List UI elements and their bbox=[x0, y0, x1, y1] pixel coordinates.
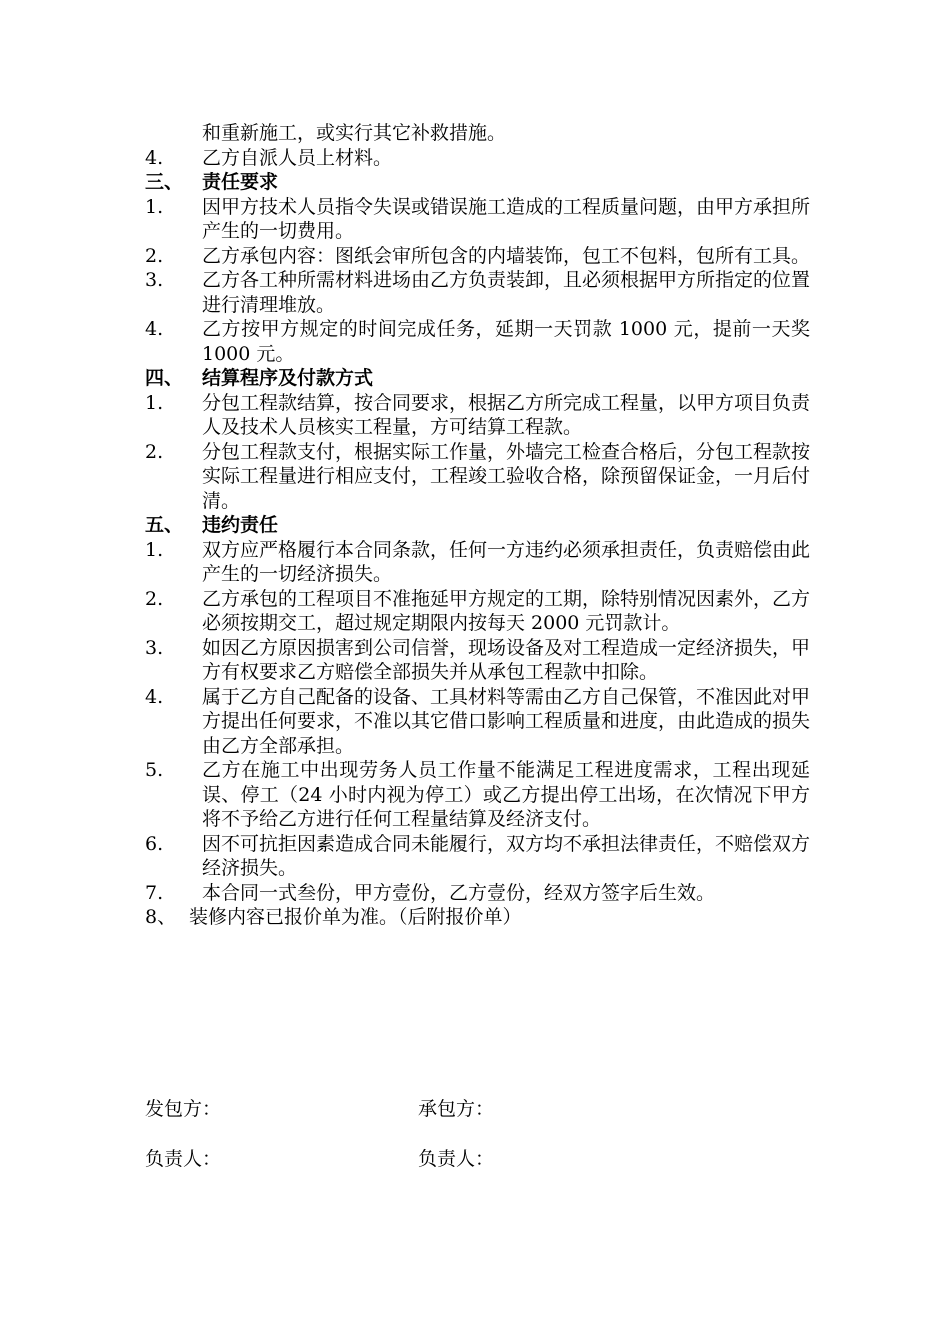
list-item bbox=[145, 636, 810, 685]
list-item bbox=[145, 317, 810, 366]
list-item bbox=[145, 685, 810, 759]
line-text: 和重新施工，或实行其它补救措施。 bbox=[202, 122, 507, 144]
list-item bbox=[145, 881, 810, 906]
item-number: 4. bbox=[145, 318, 164, 340]
list-item bbox=[145, 146, 810, 171]
item-text: 乙方承包的工程项目不准拖延甲方规定的工期，除特别情况因素外，乙方必须按期交工，超过规定期限内按每天 2000 元罚款计。 bbox=[202, 587, 811, 634]
list-item bbox=[145, 244, 810, 269]
item-number: 2. bbox=[145, 440, 164, 463]
item-text: 因甲方技术人员指令失误或错误施工造成的工程质量问题，由甲方承担所产生的一切费用。 bbox=[202, 195, 811, 242]
list-item bbox=[145, 758, 810, 832]
item-number: 2. bbox=[145, 587, 164, 610]
list-item bbox=[145, 905, 810, 930]
item-text: 乙方各工种所需材料进场由乙方负责装卸，且必须根据甲方所指定的位置进行清理堆放。 bbox=[202, 269, 811, 316]
item-number: 3. bbox=[145, 636, 164, 659]
item-text: 因不可抗拒因素造成合同未能履行，双方均不承担法律责任，不赔偿双方经济损失。 bbox=[202, 832, 811, 879]
contractor-label-right: 承包方： bbox=[418, 1098, 495, 1120]
section-heading-3 bbox=[145, 170, 810, 195]
item-text: 双方应严格履行本合同条款，任何一方违约必须承担责任，负责赔偿由此产生的一切经济损失。 bbox=[202, 538, 811, 585]
list-item bbox=[145, 832, 810, 881]
item-number: 3. bbox=[145, 269, 164, 291]
list-item bbox=[145, 440, 810, 514]
item-number: 4. bbox=[145, 146, 164, 169]
list-item bbox=[145, 195, 810, 244]
item-text: 本合同一式叁份，甲方壹份，乙方壹份，经双方签字后生效。 bbox=[202, 881, 716, 904]
list-item bbox=[145, 391, 810, 440]
contractor-label-left: 发包方： bbox=[145, 1098, 222, 1120]
item-number: 5. bbox=[145, 759, 164, 781]
item-number: 7. bbox=[145, 881, 164, 904]
section-title: 责任要求 bbox=[202, 171, 279, 193]
item-text: 乙方承包内容：图纸会审所包含的内墙装饰，包工不包料，包所有工具。 bbox=[202, 244, 811, 267]
section-title: 违约责任 bbox=[202, 514, 279, 536]
item-text: 乙方在施工中出现劳务人员工作量不能满足工程进度需求，工程出现延误、停工（24 小时内视为停工）或乙方提出停工出场，在次情况下甲方将不予给乙方进行任何工程量结算及经济支付。 bbox=[202, 759, 810, 830]
item-number: 1. bbox=[145, 391, 164, 414]
intro-continuation-line bbox=[145, 121, 810, 146]
leader-label-right: 负责人： bbox=[418, 1148, 495, 1170]
section-title: 结算程序及付款方式 bbox=[202, 367, 374, 389]
item-number: 1. bbox=[145, 538, 164, 561]
item-text: 装修内容已报价单为准。（后附报价单） bbox=[189, 906, 522, 928]
list-item bbox=[145, 538, 810, 587]
item-number: 6. bbox=[145, 832, 164, 855]
section-heading-5 bbox=[145, 513, 810, 538]
item-number: 8、 bbox=[145, 906, 177, 928]
contract-body bbox=[145, 121, 810, 930]
section-number: 五、 bbox=[145, 514, 184, 536]
section-number: 三、 bbox=[145, 171, 184, 193]
list-item bbox=[145, 587, 810, 636]
item-text: 如因乙方原因损害到公司信誉，现场设备及对工程造成一定经济损失，甲方有权要求乙方赔偿全部损失并从承包工程款中扣除。 bbox=[202, 636, 811, 683]
section-heading-4 bbox=[145, 366, 810, 391]
item-number: 4. bbox=[145, 685, 164, 708]
section-number: 四、 bbox=[145, 367, 184, 389]
list-item bbox=[145, 268, 810, 317]
leader-label-left: 负责人： bbox=[145, 1148, 222, 1170]
item-text: 乙方自派人员上材料。 bbox=[202, 146, 393, 169]
item-text: 属于乙方自己配备的设备、工具材料等需由乙方自己保管，不准因此对甲方提出任何要求，不准以其它借口影响工程质量和进度，由此造成的损失由乙方全部承担。 bbox=[202, 685, 811, 757]
item-text: 分包工程款支付，根据实际工作量，外墙完工检查合格后，分包工程款按实际工程量进行相应支付，工程竣工验收合格，除预留保证金，一月后付清。 bbox=[202, 440, 811, 512]
item-number: 1. bbox=[145, 195, 164, 218]
item-number: 2. bbox=[145, 244, 164, 267]
item-text: 分包工程款结算，按合同要求，根据乙方所完成工程量，以甲方项目负责人及技术人员核实工程量，方可结算工程款。 bbox=[202, 391, 811, 438]
item-text: 乙方按甲方规定的时间完成任务，延期一天罚款 1000 元，提前一天奖 1000 元。 bbox=[202, 318, 810, 365]
